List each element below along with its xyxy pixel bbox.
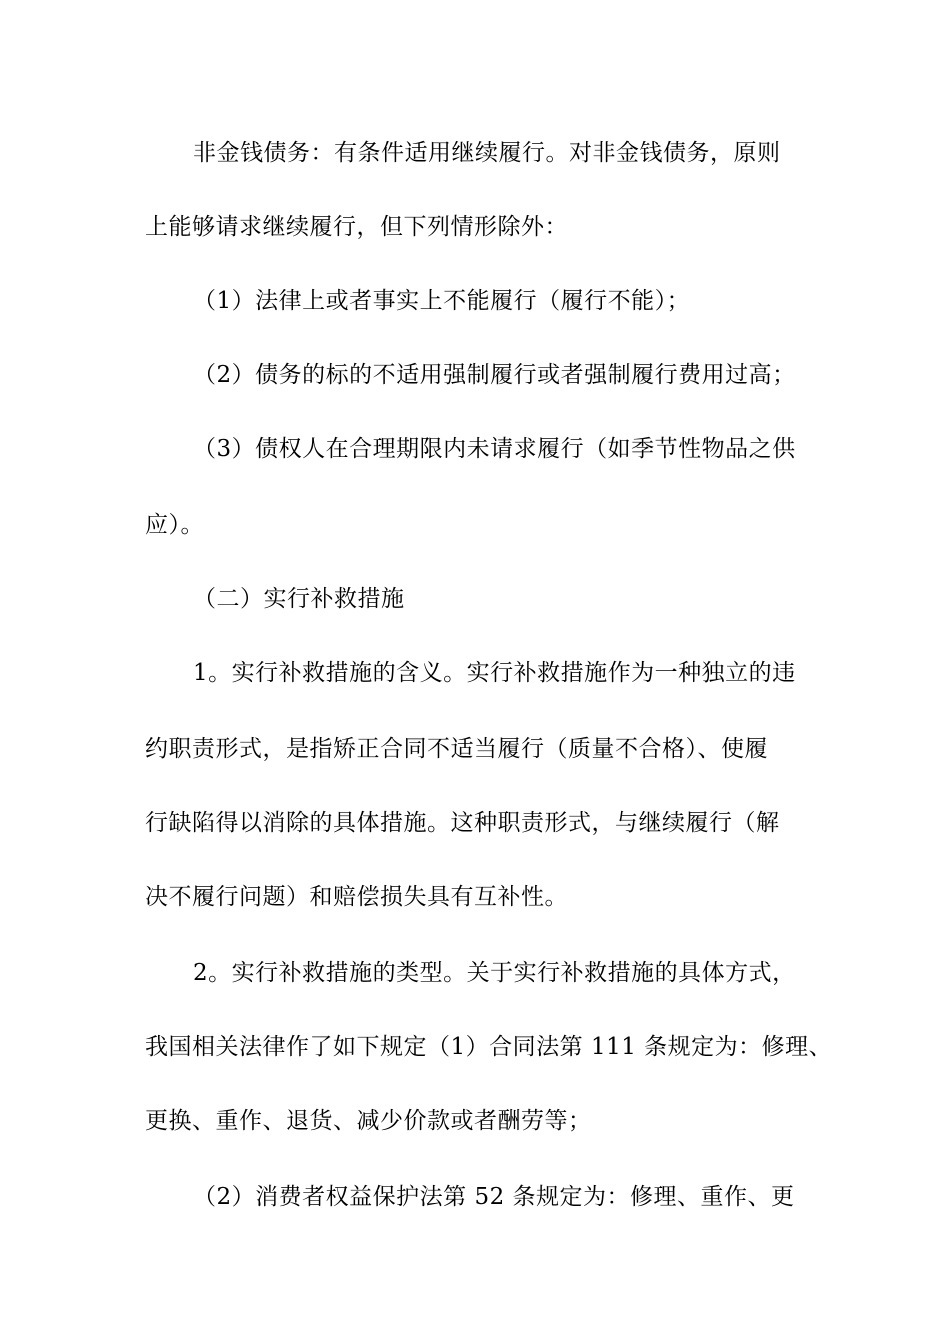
text-line: 非金钱债务：有条件适用继续履行。对非金钱债务，原则	[193, 140, 781, 166]
text-line: （2）债务的标的不适用强制履行或者强制履行费用过高；	[193, 362, 796, 388]
text-line: 我国相关法律作了如下规定（1）合同法第 111 条规定为：修理、	[145, 1034, 833, 1060]
text-line: 应）。	[145, 512, 204, 538]
text-line: （1）法律上或者事实上不能履行（履行不能）；	[193, 288, 691, 314]
text-line: 约职责形式，是指矫正合同不适当履行（质量不合格）、使履	[145, 736, 768, 762]
text-line: 更换、重作、退货、减少价款或者酬劳等；	[145, 1108, 592, 1134]
text-line: 行缺陷得以消除的具体措施。这种职责形式，与继续履行（解	[145, 810, 780, 836]
text-line: 上能够请求继续履行，但下列情形除外：	[145, 214, 568, 240]
section-heading: （二）实行补救措施	[193, 586, 405, 612]
text-line: （2）消费者权益保护法第 52 条规定为：修理、重作、更	[193, 1184, 795, 1210]
text-line: 2。实行补救措施的类型。关于实行补救措施的具体方式，	[193, 960, 796, 986]
text-line: （3）债权人在合理期限内未请求履行（如季节性物品之供	[193, 436, 796, 462]
text-line: 决不履行问题）和赔偿损失具有互补性。	[145, 884, 568, 910]
text-line: 1。实行补救措施的含义。实行补救措施作为一种独立的违	[193, 660, 796, 686]
